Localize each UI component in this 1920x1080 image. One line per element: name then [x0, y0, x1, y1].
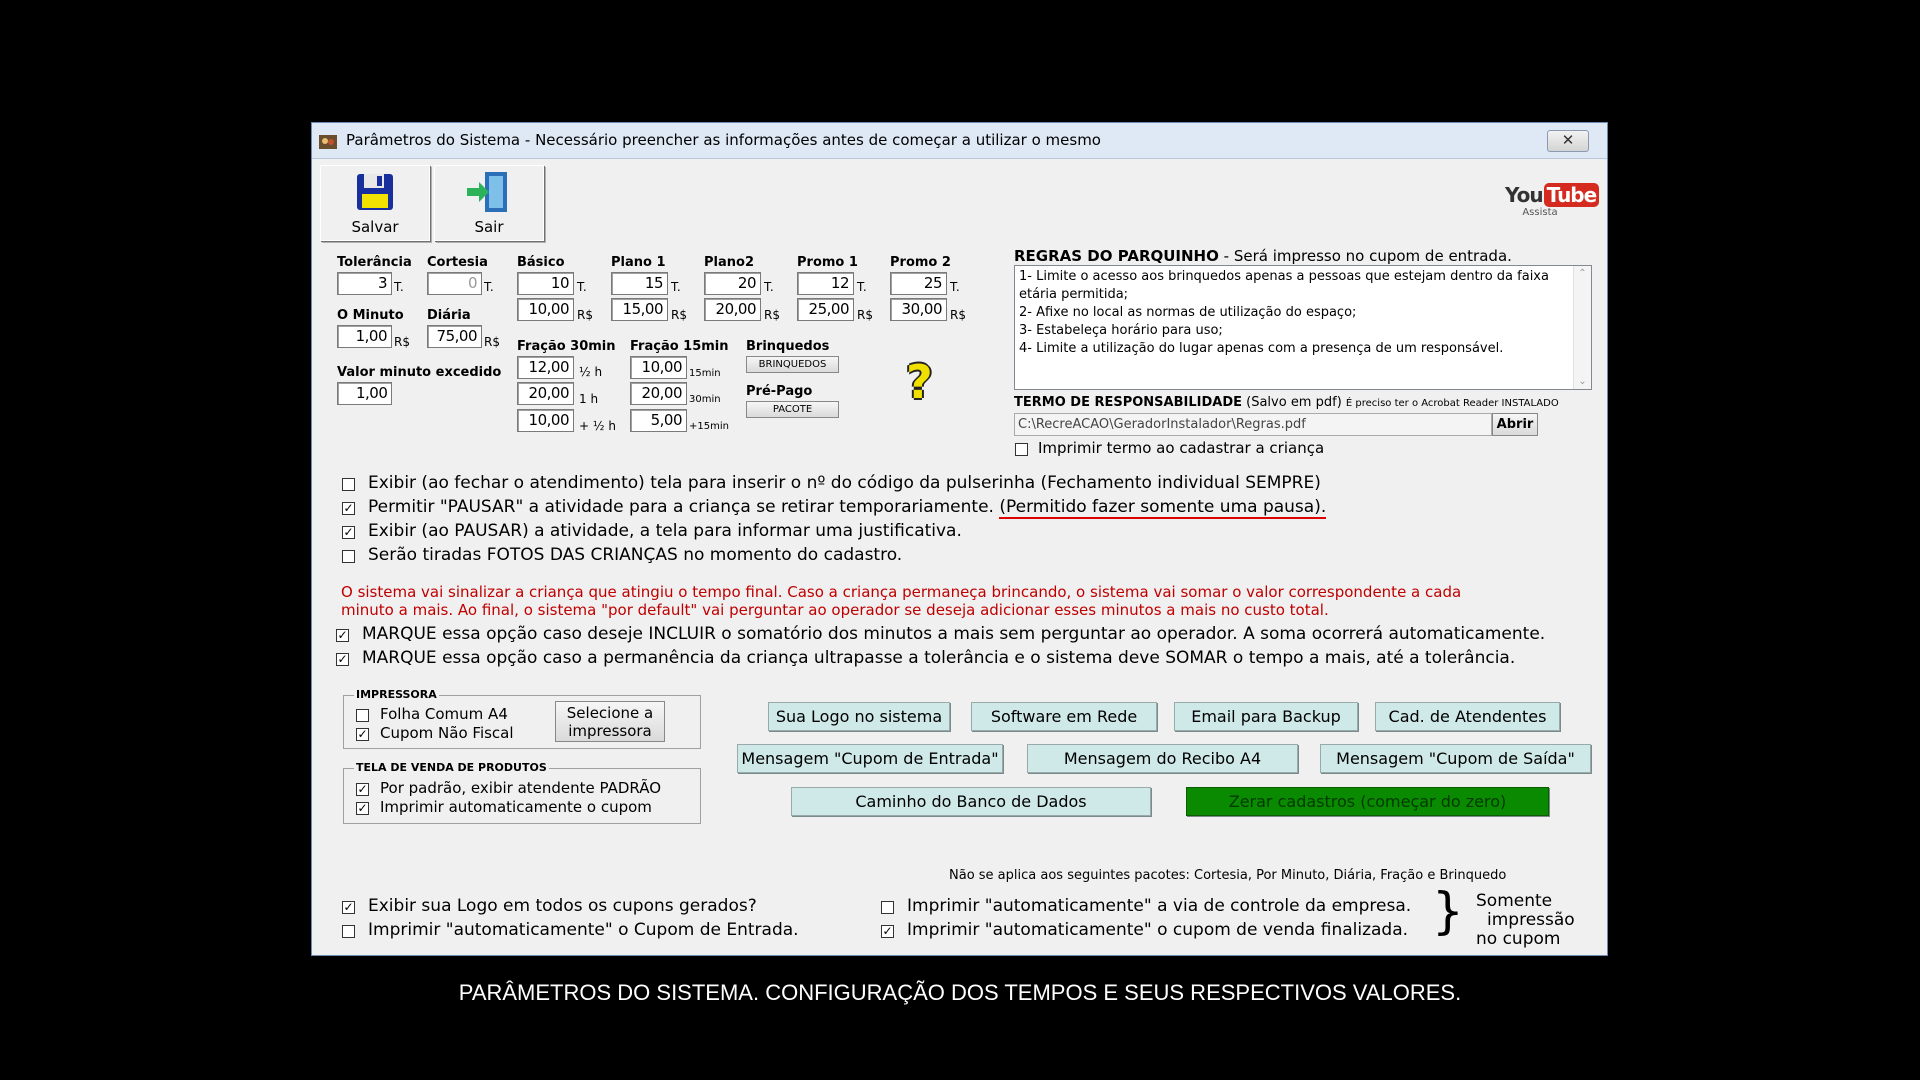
- marque-incluir-checkbox[interactable]: ✓: [337, 628, 348, 642]
- brinquedos-label: Brinquedos: [746, 339, 830, 354]
- select-printer-button[interactable]: Selecione a impressora: [555, 701, 665, 742]
- o-minuto-unit: R$: [394, 335, 410, 349]
- valor-excedido-label: Valor minuto excedido: [337, 365, 502, 380]
- title-bar: [312, 123, 1607, 159]
- regras-line: etária permitida;: [1019, 287, 1129, 302]
- fracao15-input-2[interactable]: 20,00: [630, 382, 687, 405]
- logo-sistema-button[interactable]: Sua Logo no sistema: [768, 702, 950, 731]
- software-rede-button[interactable]: Software em Rede: [971, 702, 1157, 731]
- nao-aplica-note: Não se aplica aos seguintes pacotes: Cortesia, Por Minuto, Diária, Fração e Brinquedo: [949, 868, 1507, 883]
- folha-a4-checkbox[interactable]: [356, 709, 369, 722]
- fracao30-unit-2: 1 h: [579, 392, 599, 406]
- fracao15-input-1[interactable]: 10,00: [630, 356, 687, 379]
- o-minuto-input[interactable]: 1,00: [337, 325, 392, 348]
- save-button[interactable]: [320, 165, 430, 241]
- imprimir-termo-checkbox[interactable]: [1015, 443, 1028, 456]
- close-button[interactable]: ✕: [1547, 130, 1589, 152]
- cupom-nao-fiscal-label: Cupom Não Fiscal: [380, 724, 514, 742]
- fracao30-input-2[interactable]: 20,00: [517, 382, 574, 405]
- logo-cupons-label: Exibir sua Logo em todos os cupons gerados?: [368, 896, 757, 916]
- cupom-nao-fiscal-checkbox[interactable]: ✓: [357, 727, 368, 741]
- imprimir-cupom-label: Imprimir automaticamente o cupom: [380, 798, 652, 816]
- basico-time-unit: T.: [577, 280, 587, 294]
- fracao15-unit-2: 30min: [689, 394, 721, 405]
- via-controle-label: Imprimir "automaticamente" a via de controle da empresa.: [907, 896, 1412, 916]
- plano1-time-unit: T.: [671, 280, 681, 294]
- plano1-price-input[interactable]: 15,00: [611, 298, 668, 321]
- regras-line: 4- Limite a utilização do lugar apenas com a presença de um responsável.: [1019, 341, 1504, 356]
- app-icon: [318, 131, 338, 151]
- zerar-cadastros-button[interactable]: Zerar cadastros (começar do zero): [1186, 787, 1549, 816]
- atendente-padrao-label: Por padrão, exibir atendente PADRÃO: [380, 779, 662, 797]
- plano1-label: Plano 1: [611, 255, 666, 270]
- tolerancia-label: Tolerância: [337, 255, 412, 270]
- floppy-disk-icon: [355, 172, 395, 212]
- somente-line-3: no cupom: [1476, 929, 1561, 949]
- tolerancia-unit: T.: [394, 280, 404, 294]
- plano2-price-unit: R$: [764, 308, 780, 322]
- plano1-time-input[interactable]: 15: [611, 272, 668, 295]
- fracao15-unit-3: +15min: [689, 421, 729, 432]
- option-pausar-label: Permitir "PAUSAR" a atividade para a criança se retirar temporariamente. (Permitido fazer somente uma pausa).: [368, 497, 1327, 517]
- option-pausar-checkbox[interactable]: ✓: [343, 501, 354, 515]
- cupom-venda-label: Imprimir "automaticamente" o cupom de venda finalizada.: [907, 920, 1409, 940]
- window-title: Parâmetros do Sistema - Necessário preencher as informações antes de começar a utilizar o mesmo: [346, 131, 1101, 149]
- cortesia-label: Cortesia: [427, 255, 488, 270]
- basico-price-unit: R$: [577, 308, 593, 322]
- promo1-price-input[interactable]: 25,00: [797, 298, 854, 321]
- msg-cupom-entrada-button[interactable]: Mensagem "Cupom de Entrada": [737, 744, 1003, 773]
- plano2-time-unit: T.: [764, 280, 774, 294]
- fracao30-unit-3: + ½ h: [579, 419, 616, 433]
- fracao15-unit-1: 15min: [689, 368, 721, 379]
- promo1-price-unit: R$: [857, 308, 873, 322]
- termo-label: TERMO DE RESPONSABILIDADE (Salvo em pdf) É preciso ter o Acrobat Reader INSTALADO: [1014, 395, 1559, 410]
- cad-atendentes-button[interactable]: Cad. de Atendentes: [1375, 702, 1560, 731]
- youtube-caption: Assista: [1522, 207, 1558, 218]
- somente-line-2: impressão: [1487, 910, 1575, 930]
- regras-line: 2- Afixe no local as normas de utilização do espaço;: [1019, 305, 1357, 320]
- via-controle-checkbox[interactable]: [881, 901, 894, 914]
- promo1-label: Promo 1: [797, 255, 858, 270]
- fracao15-label: Fração 15min: [630, 339, 729, 354]
- slide-caption: PARÂMETROS DO SISTEMA. CONFIGURAÇÃO DOS TEMPOS E SEUS RESPECTIVOS VALORES.: [458, 980, 1462, 1005]
- diaria-unit: R$: [484, 335, 500, 349]
- promo2-label: Promo 2: [890, 255, 951, 270]
- warning-line-2: minuto a mais. Ao final, o sistema "por default" vai perguntar ao operador se deseja adicionar esses minutos a mais no custo total.: [341, 601, 1329, 619]
- plano2-time-input[interactable]: 20: [704, 272, 761, 295]
- abrir-button[interactable]: Abrir: [1492, 413, 1538, 436]
- promo2-time-unit: T.: [950, 280, 960, 294]
- youtube-icon: You Tube: [1505, 183, 1575, 207]
- warning-line-1: O sistema vai sinalizar a criança que atingiu o tempo final. Caso a criança permaneça brincando, o sistema vai somar o valor correspondente a cada: [341, 583, 1462, 601]
- tolerancia-input[interactable]: 3: [337, 272, 392, 295]
- youtube-link[interactable]: [1505, 183, 1597, 218]
- fracao30-unit-1: ½ h: [579, 365, 603, 379]
- fracao15-input-3[interactable]: 5,00: [630, 409, 687, 432]
- logo-cupons-checkbox[interactable]: ✓: [343, 900, 354, 914]
- fracao30-input-3[interactable]: 10,00: [517, 409, 574, 432]
- help-icon[interactable]: ?: [906, 355, 933, 409]
- brace-symbol: }: [1432, 882, 1464, 940]
- marque-tolerancia-checkbox[interactable]: ✓: [337, 652, 348, 666]
- pausa-note: (Permitido fazer somente uma pausa).: [999, 497, 1327, 517]
- diaria-input[interactable]: 75,00: [427, 325, 482, 348]
- cortesia-input[interactable]: 0: [427, 272, 482, 295]
- regras-line: 1- Limite o acesso aos brinquedos apenas a pessoas que estejam dentro da faixa: [1019, 269, 1549, 284]
- scroll-down-icon[interactable]: ⌄: [1578, 376, 1587, 387]
- imprimir-entrada-checkbox[interactable]: [342, 925, 355, 938]
- fracao30-label: Fração 30min: [517, 339, 616, 354]
- promo2-price-unit: R$: [950, 308, 966, 322]
- basico-label: Básico: [517, 255, 565, 270]
- option-pulserinha-checkbox[interactable]: [342, 478, 355, 491]
- regras-line: 3- Estabeleça horário para uso;: [1019, 323, 1223, 338]
- promo2-time-input[interactable]: 25: [890, 272, 947, 295]
- prepago-label: Pré-Pago: [746, 384, 813, 399]
- impressora-title: IMPRESSORA: [356, 688, 437, 701]
- plano2-label: Plano2: [704, 255, 754, 270]
- option-justificativa-checkbox[interactable]: ✓: [343, 525, 354, 539]
- somente-line-1: Somente: [1476, 891, 1553, 911]
- imprimir-entrada-label: Imprimir "automaticamente" o Cupom de Entrada.: [368, 920, 799, 940]
- plano2-price-input[interactable]: 20,00: [704, 298, 761, 321]
- brinquedos-button[interactable]: BRINQUEDOS: [746, 356, 839, 373]
- parameters-window: [311, 122, 1608, 956]
- option-pulserinha-label: Exibir (ao fechar o atendimento) tela para inserir o nº do código da pulserinha (Fechamento individual SEMPRE): [368, 473, 1321, 493]
- promo2-price-input[interactable]: 30,00: [890, 298, 947, 321]
- cupom-venda-checkbox[interactable]: ✓: [882, 924, 893, 938]
- option-justificativa-label: Exibir (ao PAUSAR) a atividade, a tela para informar uma justificativa.: [368, 521, 962, 541]
- option-fotos-label: Serão tiradas FOTOS DAS CRIANÇAS no momento do cadastro.: [368, 545, 903, 565]
- imprimir-cupom-checkbox[interactable]: ✓: [357, 801, 368, 815]
- regras-label: REGRAS DO PARQUINHO - Será impresso no cupom de entrada.: [1014, 247, 1512, 265]
- venda-title: TELA DE VENDA DE PRODUTOS: [356, 761, 547, 774]
- exit-door-icon: [465, 170, 511, 214]
- msg-cupom-saida-button[interactable]: Mensagem "Cupom de Saída": [1320, 744, 1591, 773]
- pacote-button[interactable]: PACOTE: [746, 401, 839, 418]
- regras-scrollbar[interactable]: [1573, 266, 1591, 389]
- marque-incluir-label: MARQUE essa opção caso deseje INCLUIR o somatório dos minutos a mais sem perguntar ao operador. A soma ocorrerá automaticamente.: [362, 624, 1546, 644]
- regras-textarea[interactable]: [1014, 265, 1592, 390]
- fracao30-input-1[interactable]: 12,00: [517, 356, 574, 379]
- folha-a4-label: Folha Comum A4: [380, 705, 508, 723]
- email-backup-button[interactable]: Email para Backup: [1174, 702, 1358, 731]
- termo-path-input[interactable]: C:\RecreACAO\GeradorInstalador\Regras.pdf: [1014, 413, 1492, 436]
- msg-recibo-a4-button[interactable]: Mensagem do Recibo A4: [1027, 744, 1298, 773]
- diaria-label: Diária: [427, 308, 471, 323]
- basico-price-input[interactable]: 10,00: [517, 298, 574, 321]
- plano1-price-unit: R$: [671, 308, 687, 322]
- promo1-time-input[interactable]: 12: [797, 272, 854, 295]
- basico-time-input[interactable]: 10: [517, 272, 574, 295]
- marque-tolerancia-label: MARQUE essa opção caso a permanência da criança ultrapasse a tolerância e o sistema deve SOMAR o tempo a mais, até a tolerância.: [362, 648, 1516, 668]
- imprimir-termo-label: Imprimir termo ao cadastrar a criança: [1038, 439, 1325, 457]
- o-minuto-label: O Minuto: [337, 308, 404, 323]
- save-label: Salvar: [351, 218, 399, 236]
- banco-dados-button[interactable]: Caminho do Banco de Dados: [791, 787, 1151, 816]
- option-fotos-checkbox[interactable]: [342, 550, 355, 563]
- valor-excedido-input[interactable]: 1,00: [337, 382, 392, 405]
- promo1-time-unit: T.: [857, 280, 867, 294]
- scroll-up-icon[interactable]: ⌃: [1578, 268, 1587, 279]
- exit-label: Sair: [474, 218, 504, 236]
- atendente-padrao-checkbox[interactable]: ✓: [357, 782, 368, 796]
- cortesia-unit: T.: [484, 280, 494, 294]
- exit-button[interactable]: [434, 165, 544, 241]
